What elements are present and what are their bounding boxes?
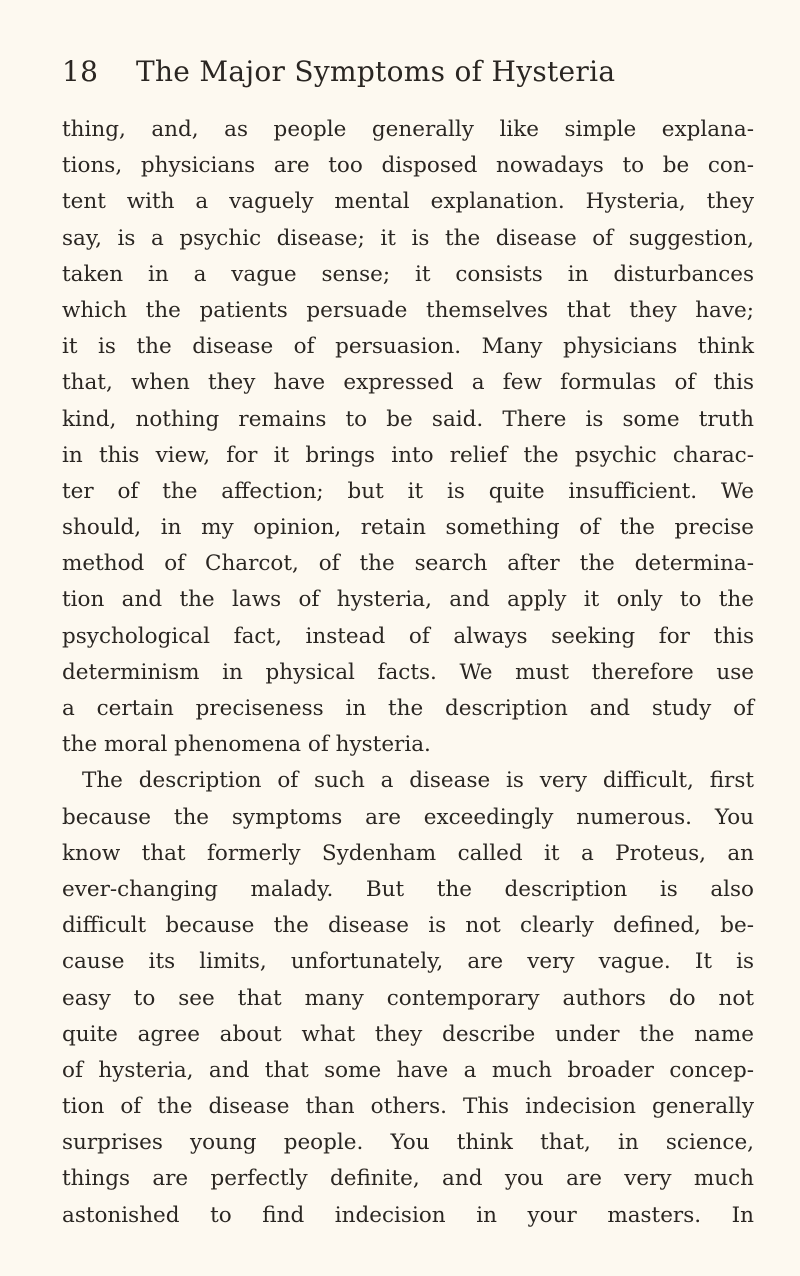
text-line: tion of the disease than others. This indecision generally bbox=[62, 1094, 754, 1120]
text-line: know that formerly Sydenham called it a Proteus, an bbox=[62, 840, 754, 866]
running-title: The Major Symptoms of Hysteria bbox=[136, 55, 616, 88]
text-line: of hysteria, and that some have a much broader concep- bbox=[62, 1057, 754, 1083]
text-line: astonished to find indecision in your masters. In bbox=[62, 1202, 754, 1228]
text-line: say, is a psychic disease; it is the disease of suggestion, bbox=[62, 225, 754, 251]
text-line: ter of the affection; but it is quite insufficient. We bbox=[62, 478, 754, 504]
text-line: easy to see that many contemporary authors do not bbox=[62, 985, 754, 1011]
text-line: because the symptoms are exceedingly numerous. You bbox=[62, 804, 754, 830]
running-head bbox=[62, 52, 752, 92]
text-line: tion and the laws of hysteria, and apply it only to the bbox=[62, 587, 754, 613]
text-line: thing, and, as people generally like simple explana- bbox=[62, 117, 754, 142]
text-line: ever-changing malady. But the description is also bbox=[62, 876, 754, 902]
text-line: it is the disease of persuasion. Many physicians think bbox=[62, 334, 754, 360]
text-line: difficult because the disease is not clearly defined, be- bbox=[62, 913, 754, 939]
text-line: quite agree about what they describe under the name bbox=[62, 1021, 754, 1047]
text-line: should, in my opinion, retain something of the precise bbox=[62, 515, 754, 541]
page-number: 18 bbox=[62, 55, 99, 88]
text-line: a certain preciseness in the description and study of bbox=[62, 696, 754, 721]
text-line: in this view, for it brings into relief the psychic charac- bbox=[62, 442, 754, 468]
text-line: that, when they have expressed a few formulas of this bbox=[62, 370, 754, 396]
text-line: things are perfectly definite, and you are very much bbox=[62, 1166, 754, 1192]
body-text bbox=[62, 112, 754, 1234]
text-line: taken in a vague sense; it consists in disturbances bbox=[62, 261, 754, 287]
text-line: which the patients persuade themselves that they have; bbox=[62, 297, 754, 323]
text-line: determinism in physical facts. We must therefore use bbox=[62, 659, 754, 685]
text-line: psychological fact, instead of always seeking for this bbox=[62, 623, 754, 649]
text-line: method of Charcot, of the search after the determina- bbox=[62, 551, 754, 577]
text-line: surprises young people. You think that, in science, bbox=[62, 1130, 754, 1156]
text-line: tent with a vaguely mental explanation. Hysteria, they bbox=[62, 189, 754, 215]
paragraph-end-line: the moral phenomena of hysteria. bbox=[62, 732, 431, 758]
text-line: tions, physicians are too disposed nowadays to be con- bbox=[62, 153, 754, 179]
paragraph-start-line: The description of such a disease is very difficult, first bbox=[82, 768, 754, 794]
text-line: cause its limits, unfortunately, are very vague. It is bbox=[62, 949, 754, 975]
text-line: kind, nothing remains to be said. There is some truth bbox=[62, 406, 754, 432]
